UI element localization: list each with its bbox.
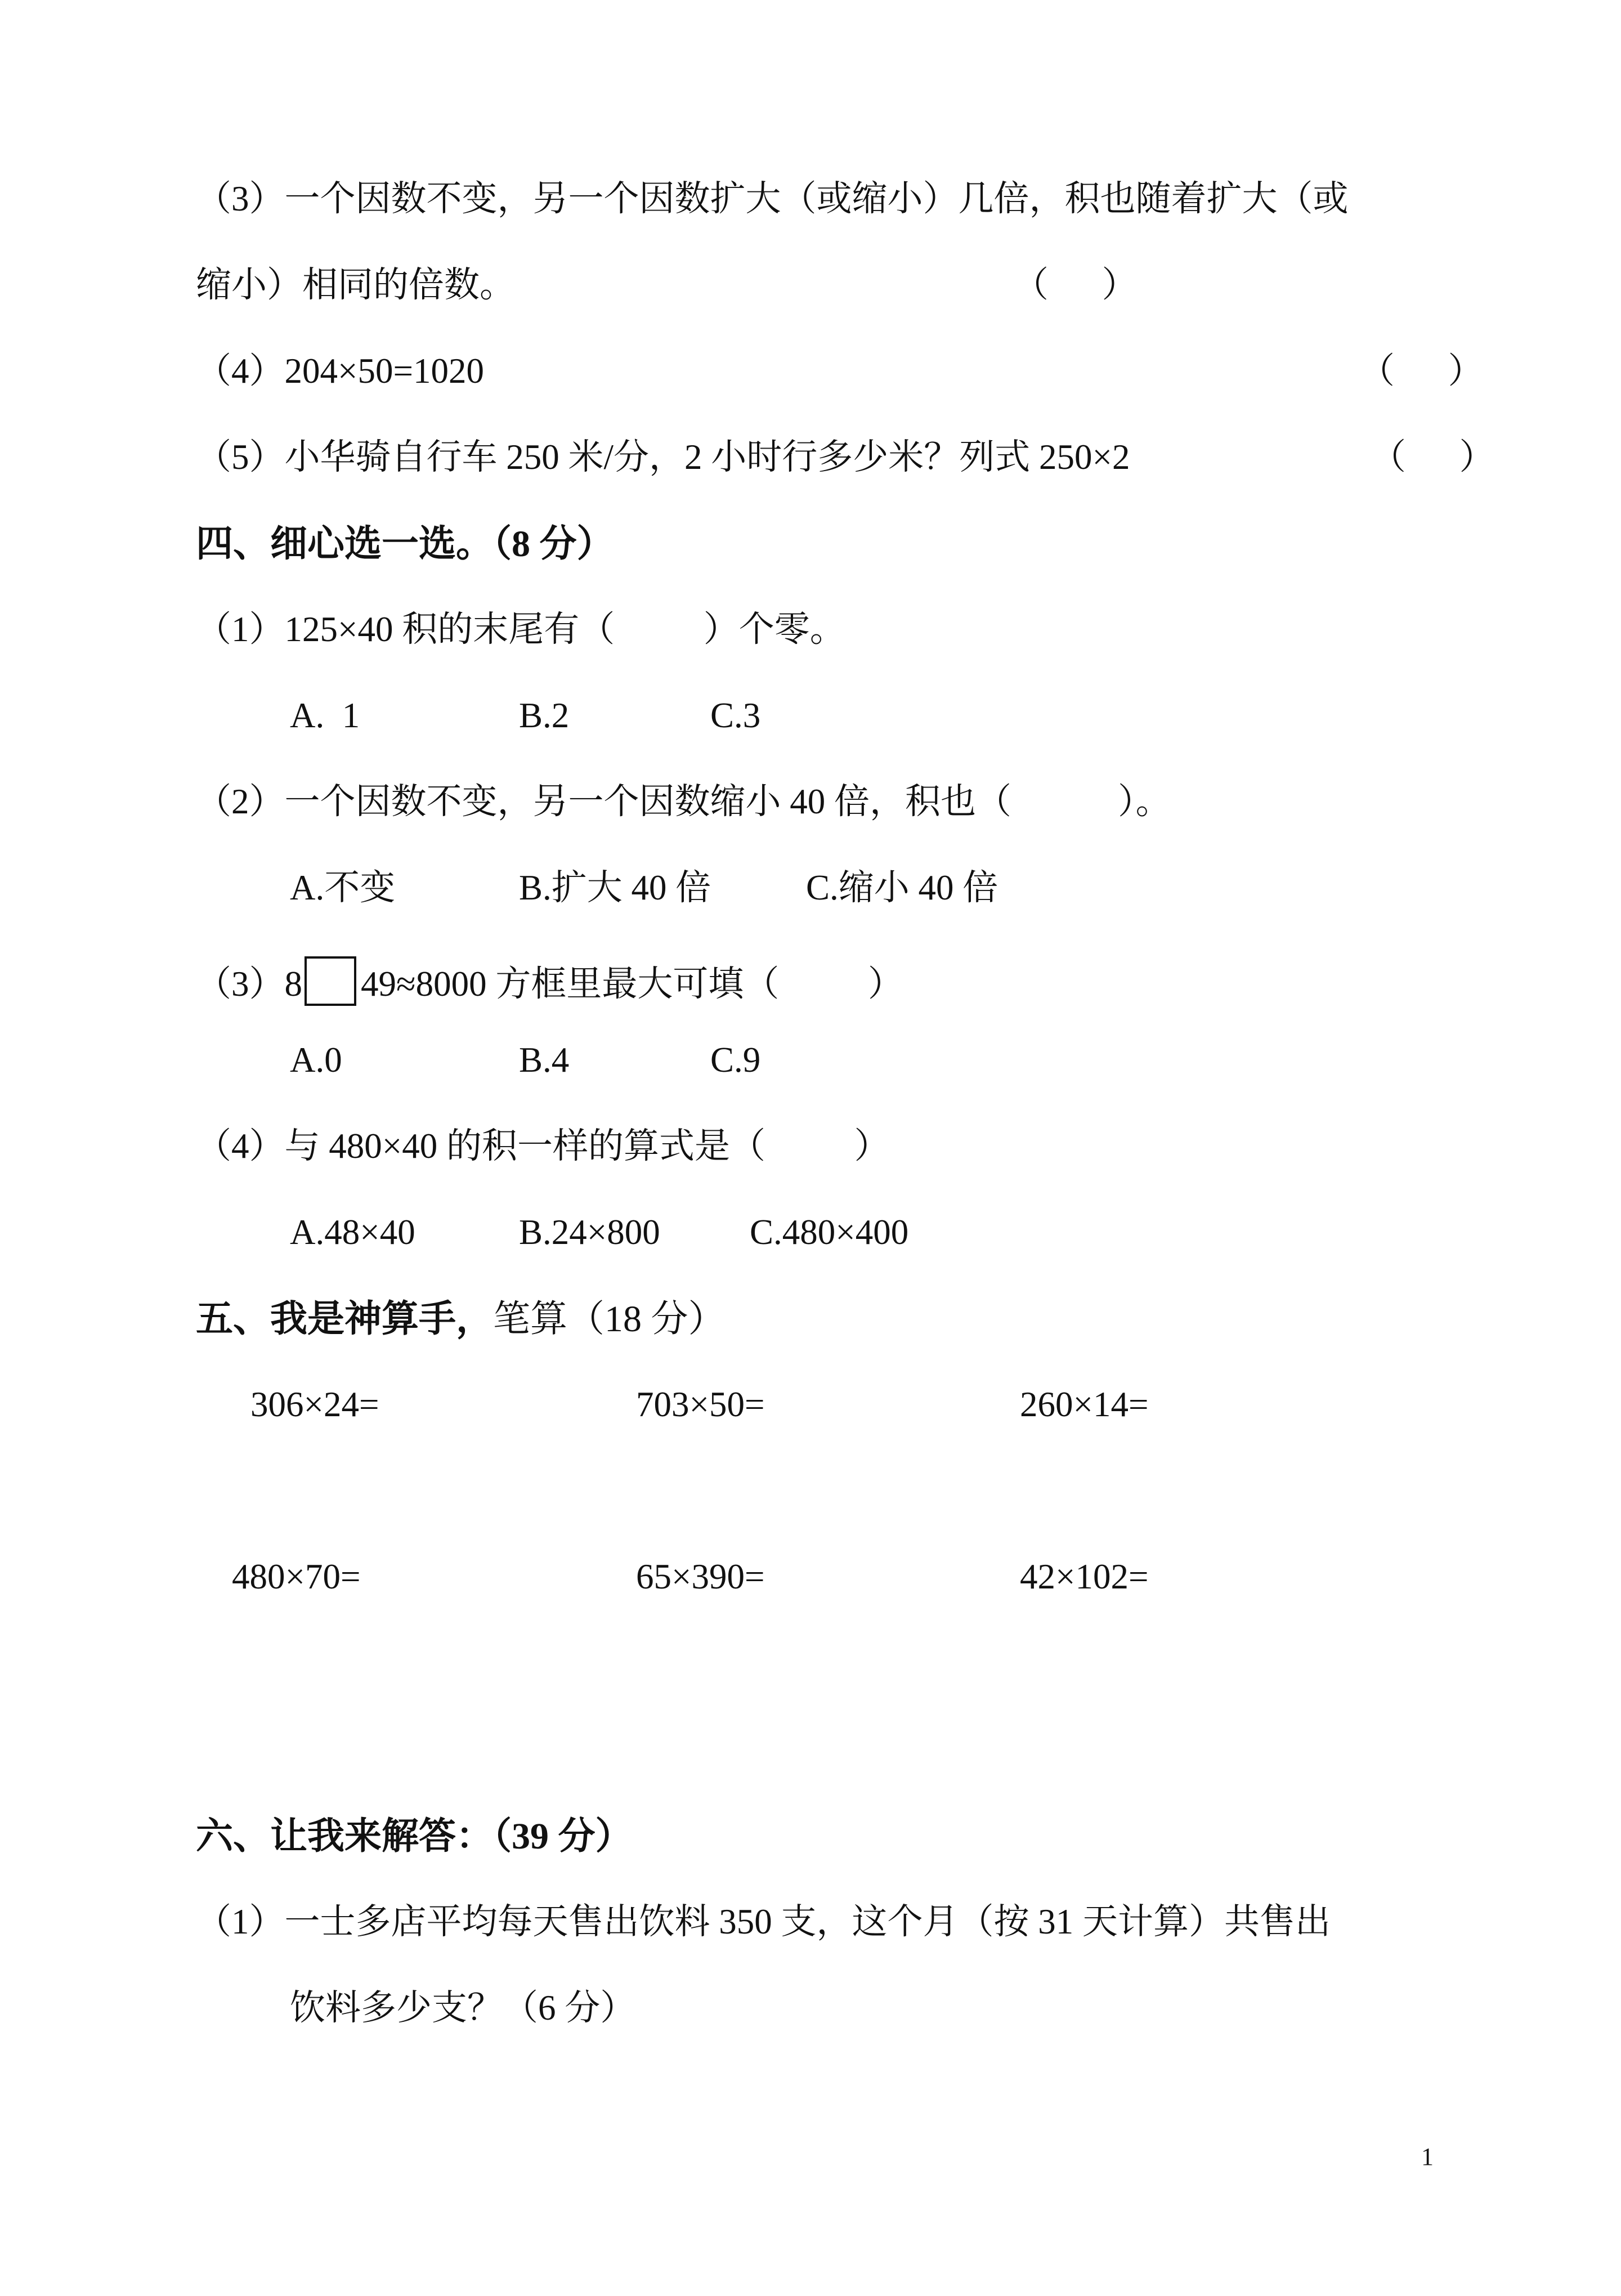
calc-5: 65×390=	[636, 1557, 765, 1596]
section5-heading	[196, 1301, 726, 1338]
calc-2: 703×50=	[636, 1385, 765, 1424]
calc-1: 306×24=	[250, 1385, 379, 1424]
judge-q4-answer-blank[interactable]: （ ）	[1359, 351, 1484, 391]
choice-q3	[196, 956, 903, 1006]
choice-q4-option-a[interactable]: A.48×40	[290, 1212, 415, 1252]
choice-q4-option-c[interactable]: C.480×400	[750, 1212, 909, 1252]
calc-4: 480×70=	[232, 1557, 361, 1596]
choice-q1-option-c[interactable]: C.3	[710, 696, 761, 735]
choice-q2: （2）一个因数不变，另一个因数缩小 40 倍，积也（ ）。	[196, 782, 1171, 821]
choice-q2-option-c[interactable]: C.缩小 40 倍	[806, 868, 998, 907]
section5-heading-normal: 笔算（18 分）	[493, 1299, 726, 1340]
judge-q5: （5）小华骑自行车 250 米/分，2 小时行多少米？列式 250×2	[196, 437, 1130, 477]
choice-q1: （1）125×40 积的末尾有（ ）个零。	[196, 610, 845, 649]
choice-q3-suffix: 49≈8000 方框里最大可填（ ）	[361, 964, 903, 1004]
choice-q1-option-a[interactable]: A. 1	[290, 696, 360, 735]
blank-digit-box[interactable]	[305, 956, 356, 1006]
choice-q4: （4）与 480×40 的积一样的算式是（ ）	[196, 1126, 890, 1166]
calc-3: 260×14=	[1020, 1385, 1149, 1424]
choice-q3-option-b[interactable]: B.4	[519, 1040, 570, 1080]
judge-q3-line2: 缩小）相同的倍数。	[196, 265, 515, 305]
choice-q3-option-a[interactable]: A.0	[290, 1040, 342, 1080]
judge-q4: （4）204×50=1020	[196, 351, 485, 391]
choice-q3-option-c[interactable]: C.9	[710, 1040, 761, 1080]
choice-q1-option-b[interactable]: B.2	[519, 696, 570, 735]
judge-q5-answer-blank[interactable]: （ ）	[1371, 437, 1495, 477]
section4-heading: 四、细心选一选。（8 分）	[196, 523, 614, 565]
problem-q1-line1: （1）一士多店平均每天售出饮料 350 支，这个月（按 31 天计算）共售出	[196, 1902, 1331, 1941]
judge-q3-line1: （3）一个因数不变，另一个因数扩大（或缩小）几倍，积也随着扩大（或	[196, 179, 1349, 218]
choice-q3-prefix: （3）8	[196, 964, 302, 1004]
choice-q2-option-a[interactable]: A.不变	[290, 868, 396, 907]
section6-heading: 六、让我来解答：（39 分）	[196, 1816, 633, 1857]
problem-q1-line2: 饮料多少支？（6 分）	[290, 1988, 636, 2028]
page-number: 1	[1421, 2143, 1434, 2170]
section5-heading-bold: 五、我是神算手，	[196, 1299, 493, 1340]
calc-6: 42×102=	[1020, 1557, 1149, 1596]
choice-q4-option-b[interactable]: B.24×800	[519, 1212, 660, 1252]
judge-q3-answer-blank[interactable]: （ ）	[1013, 265, 1138, 305]
choice-q2-option-b[interactable]: B.扩大 40 倍	[519, 868, 711, 907]
